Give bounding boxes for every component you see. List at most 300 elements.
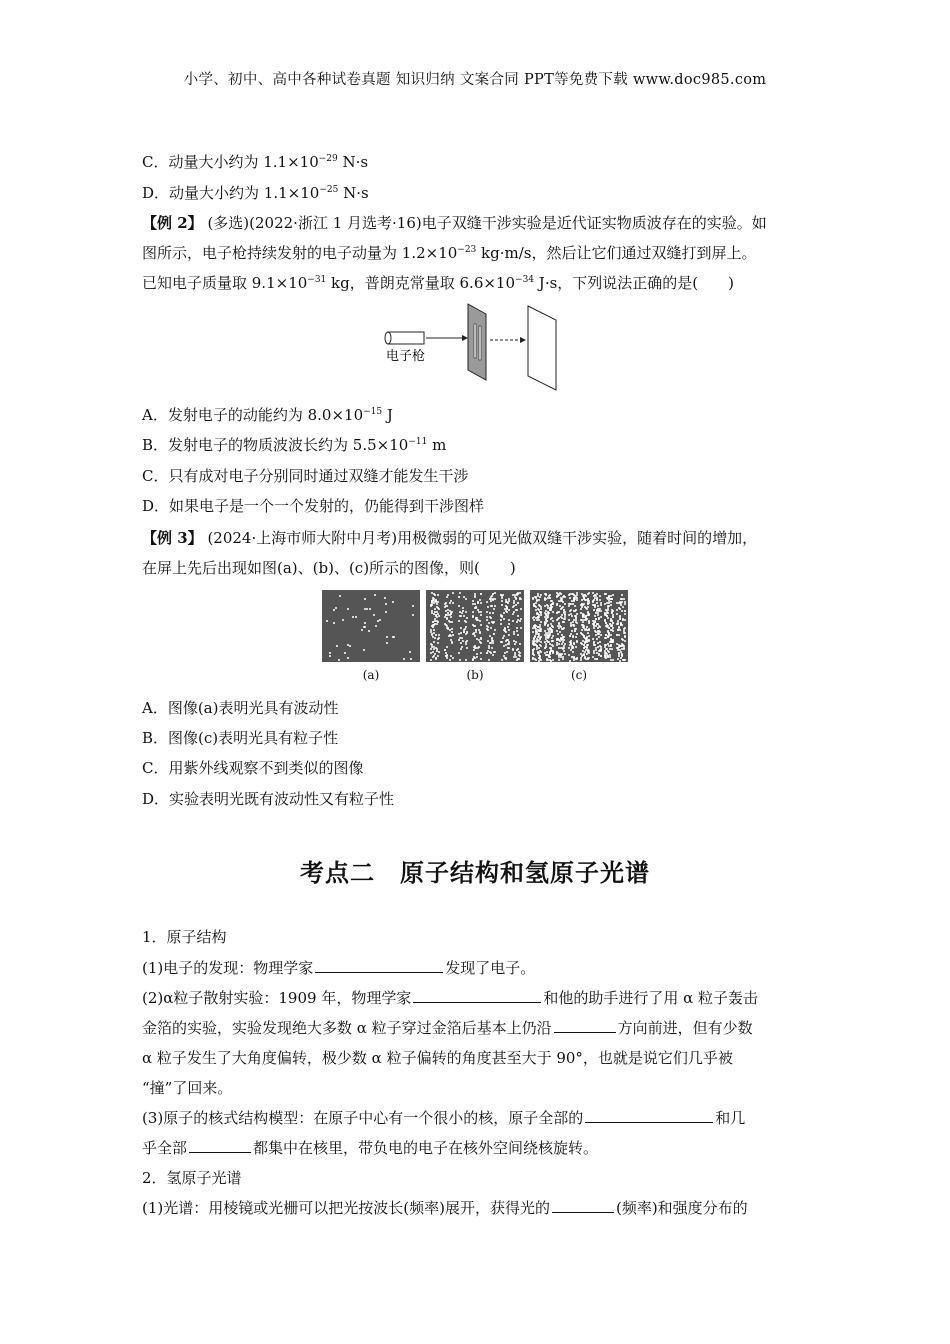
- photon-dot: [475, 631, 477, 633]
- photon-dot: [624, 632, 626, 634]
- photon-dot: [600, 616, 602, 618]
- photon-dot: [504, 627, 506, 629]
- photon-dot: [624, 619, 626, 621]
- photon-dot: [593, 644, 595, 646]
- photon-dot: [538, 599, 540, 601]
- ex2-option-c: C．只有成对电子分别同时通过双缝才能发生干涉: [142, 467, 469, 485]
- photon-dot: [512, 649, 514, 651]
- photon-dot: [547, 614, 549, 616]
- ex3-stem-line1: 【例 3】 (2024·上海市师大附中月考)用极微弱的可见光做双缝干涉实验，随着时间的增加，: [142, 529, 758, 547]
- photon-dot: [344, 652, 346, 654]
- photon-dot: [612, 616, 614, 618]
- page-header: 小学、初中、高中各种试卷真题 知识归纳 文案合同 PPT等免费下载 www.doc985.com: [183, 72, 767, 88]
- interference-panel-a: [322, 590, 420, 662]
- photon-dot: [450, 616, 452, 618]
- photon-dot: [608, 595, 610, 597]
- photon-dot: [515, 604, 517, 606]
- photon-dot: [559, 654, 561, 656]
- ex2-option-d: D．如果电子是一个一个发射的，仍能得到干涉图样: [142, 497, 485, 515]
- photon-dot: [508, 643, 510, 645]
- photon-dot: [451, 628, 453, 630]
- photon-dot: [594, 630, 596, 632]
- photon-dot: [575, 617, 577, 619]
- photon-dot: [436, 648, 438, 650]
- photon-dot: [392, 601, 394, 603]
- photon-dot: [572, 647, 574, 649]
- photon-dot: [539, 655, 541, 657]
- photon-dot: [616, 613, 618, 615]
- photon-dot: [446, 605, 448, 607]
- photon-dot: [479, 631, 481, 633]
- photon-dot: [430, 629, 432, 631]
- photon-dot: [503, 635, 505, 637]
- photon-dot: [604, 652, 606, 654]
- section-p4: 金箔的实验，实验发现绝大多数 α 粒子穿过金箔后基本上仍沿 方向前进，但有少数: [142, 1019, 753, 1037]
- section-p1: 1．原子结构: [142, 928, 227, 946]
- section-p7: (3)原子的核式结构模型：在原子中心有一个很小的核，原子全部的 和几: [142, 1109, 746, 1127]
- photon-dot: [410, 658, 412, 660]
- photon-dot: [622, 606, 624, 608]
- photon-dot: [569, 641, 571, 643]
- electron-gun-diagram: [380, 300, 570, 395]
- photon-dot: [540, 621, 542, 623]
- photon-dot: [540, 641, 542, 643]
- photon-dot: [437, 655, 439, 657]
- answer-blank[interactable]: [554, 1018, 616, 1033]
- photon-dot: [492, 654, 494, 656]
- photon-dot: [434, 618, 436, 620]
- photon-dot: [619, 660, 621, 662]
- photon-dot: [473, 649, 475, 651]
- photon-dot: [339, 595, 341, 597]
- photon-dot: [492, 612, 494, 614]
- photon-dot: [593, 623, 595, 625]
- photon-dot: [570, 649, 572, 651]
- photon-dot: [611, 648, 613, 650]
- photon-dot: [446, 646, 448, 648]
- interference-panel-b: [426, 590, 524, 662]
- photon-dot: [574, 598, 576, 600]
- photon-dot: [557, 633, 559, 635]
- photon-dot: [347, 608, 349, 610]
- photon-dot: [608, 645, 610, 647]
- photon-dot: [516, 630, 518, 632]
- answer-blank[interactable]: [315, 958, 443, 973]
- ex2-option-a: A．发射电子的动能约为 $8.0\times 10^{-15}$ J: [142, 406, 393, 424]
- photon-dot: [466, 632, 468, 634]
- photon-dot: [575, 636, 577, 638]
- photon-dot: [486, 652, 488, 654]
- photon-dot: [501, 604, 503, 606]
- photon-dot: [492, 640, 494, 642]
- photon-dot: [583, 597, 585, 599]
- photon-dot: [465, 659, 467, 661]
- photon-dot: [363, 649, 365, 651]
- section-p6: “撞”了回来。: [142, 1079, 233, 1097]
- photon-dot: [516, 609, 518, 611]
- photon-dot: [572, 603, 574, 605]
- photon-dot: [597, 614, 599, 616]
- photon-dot: [592, 638, 594, 640]
- ex3-tag: 【例 3】: [142, 529, 203, 547]
- photon-dot: [609, 656, 611, 658]
- photon-dot: [451, 621, 453, 623]
- photon-dot: [433, 602, 435, 604]
- photon-dot: [623, 598, 625, 600]
- photon-dot: [564, 653, 566, 655]
- photon-dot: [432, 597, 434, 599]
- photon-dot: [438, 608, 440, 610]
- photon-dot: [559, 631, 561, 633]
- photon-dot: [563, 650, 565, 652]
- photon-dot: [478, 639, 480, 641]
- photon-dot: [480, 652, 482, 654]
- photon-dot: [505, 631, 507, 633]
- photon-dot: [447, 628, 449, 630]
- photon-dot: [535, 602, 537, 604]
- photon-dot: [517, 602, 519, 604]
- photon-dot: [436, 603, 438, 605]
- photon-dot: [432, 656, 434, 658]
- ex3-stem-line2: 在屏上先后出现如图(a)、(b)、(c)所示的图像，则( ): [142, 559, 516, 577]
- photon-dot: [449, 659, 451, 661]
- photon-dot: [434, 637, 436, 639]
- photon-dot: [464, 620, 466, 622]
- photon-dot: [563, 621, 565, 623]
- photon-dot: [550, 647, 552, 649]
- photon-dot: [600, 655, 602, 657]
- photon-dot: [474, 603, 476, 605]
- photon-dot: [619, 629, 621, 631]
- photon-dot: [474, 635, 476, 637]
- photon-dot: [452, 634, 454, 636]
- photon-dot: [552, 611, 554, 613]
- photon-dot: [556, 604, 558, 606]
- photon-dot: [623, 628, 625, 630]
- photon-dot: [568, 619, 570, 621]
- photon-dot: [384, 597, 386, 599]
- photon-dot: [463, 615, 465, 617]
- photon-dot: [596, 602, 598, 604]
- photon-dot: [431, 600, 433, 602]
- panel-label-c: (c): [570, 668, 588, 682]
- photon-dot: [435, 634, 437, 636]
- answer-blank[interactable]: [413, 988, 541, 1003]
- photon-dot: [505, 640, 507, 642]
- photon-dot: [508, 600, 510, 602]
- photon-dot: [552, 652, 554, 654]
- photon-dot: [490, 617, 492, 619]
- photon-dot: [593, 652, 595, 654]
- photon-dot: [451, 642, 453, 644]
- photon-dot: [598, 636, 600, 638]
- photon-dot: [558, 611, 560, 613]
- photon-dot: [466, 647, 468, 649]
- photon-dot: [409, 651, 411, 653]
- photon-dot: [605, 637, 607, 639]
- photon-dot: [430, 648, 432, 650]
- photon-dot: [493, 651, 495, 653]
- photon-dot: [519, 643, 521, 645]
- photon-dot: [492, 642, 494, 644]
- photon-dot: [486, 616, 488, 618]
- answer-blank[interactable]: [585, 1108, 713, 1123]
- photon-dot: [508, 634, 510, 636]
- photon-dot: [488, 647, 490, 649]
- photon-dot: [385, 603, 387, 605]
- photon-dot: [610, 634, 612, 636]
- section-p10: (1)光谱：用棱镜或光栅可以把光按波长(频率)展开，获得光的 (频率)和强度分布的: [142, 1199, 748, 1217]
- photon-dot: [433, 629, 435, 631]
- photon-dot: [492, 622, 494, 624]
- interference-panel-c: [530, 590, 628, 662]
- photon-dot: [508, 609, 510, 611]
- photon-dot: [596, 658, 598, 660]
- photon-dot: [575, 646, 577, 648]
- photon-dot: [520, 627, 522, 629]
- photon-dot: [392, 636, 394, 638]
- ex3-option-a: A．图像(a)表明光具有波动性: [142, 699, 339, 717]
- photon-dot: [557, 618, 559, 620]
- photon-dot: [452, 602, 454, 604]
- photon-dot: [549, 656, 551, 658]
- photon-dot: [533, 637, 535, 639]
- photon-dot: [444, 649, 446, 651]
- photon-dot: [480, 624, 482, 626]
- photon-dot: [562, 658, 564, 660]
- photon-dot: [460, 615, 462, 617]
- photon-dot: [500, 623, 502, 625]
- photon-dot: [512, 620, 514, 622]
- photon-dot: [556, 642, 558, 644]
- photon-dot: [552, 640, 554, 642]
- photon-dot: [437, 642, 439, 644]
- photon-dot: [386, 642, 388, 644]
- photon-dot: [558, 600, 560, 602]
- photon-dot: [573, 600, 575, 602]
- photon-dot: [501, 597, 503, 599]
- electron-gun-label: 电子枪: [386, 349, 426, 364]
- photon-dot: [576, 633, 578, 635]
- photon-dot: [624, 610, 626, 612]
- photon-dot: [597, 612, 599, 614]
- answer-blank[interactable]: [189, 1138, 251, 1153]
- photon-dot: [571, 630, 573, 632]
- photon-dot: [329, 652, 331, 654]
- photon-dot: [607, 597, 609, 599]
- photon-dot: [539, 624, 541, 626]
- photon-dot: [532, 617, 534, 619]
- photon-dot: [494, 629, 496, 631]
- photon-dot: [587, 614, 589, 616]
- photon-dot: [604, 603, 606, 605]
- ex3-option-c: C．用紫外线观察不到类似的图像: [142, 759, 364, 777]
- photon-dot: [465, 626, 467, 628]
- photon-dot: [582, 621, 584, 623]
- photon-dot: [582, 616, 584, 618]
- photon-dot: [500, 641, 502, 643]
- photon-dot: [445, 614, 447, 616]
- photon-dot: [574, 615, 576, 617]
- photon-dot: [588, 600, 590, 602]
- photon-dot: [349, 645, 351, 647]
- panel-label-a: (a): [362, 668, 380, 682]
- photon-dot: [582, 654, 584, 656]
- photon-dot: [518, 658, 520, 660]
- photon-dot: [512, 613, 514, 615]
- photon-dot: [612, 659, 614, 661]
- photon-dot: [560, 647, 562, 649]
- photon-dot: [474, 625, 476, 627]
- photon-dot: [508, 647, 510, 649]
- section-p9: 2．氢原子光谱: [142, 1169, 242, 1187]
- photon-dot: [616, 609, 618, 611]
- photon-dot: [508, 598, 510, 600]
- ex1-option-c: C．动量大小约为 $1.1\times 10^{-29}$ N·s: [142, 153, 369, 171]
- section-p2: (1)电子的发现：物理学家 发现了电子。: [142, 959, 536, 977]
- photon-dot: [596, 652, 598, 654]
- photon-dot: [465, 633, 467, 635]
- photon-dot: [487, 606, 489, 608]
- photon-dot: [480, 658, 482, 660]
- photon-dot: [519, 598, 521, 600]
- photon-dot: [516, 627, 518, 629]
- photon-dot: [459, 611, 461, 613]
- photon-dot: [546, 620, 548, 622]
- photon-dot: [594, 615, 596, 617]
- photon-dot: [347, 657, 349, 659]
- photon-dot: [600, 650, 602, 652]
- photon-dot: [501, 600, 503, 602]
- photon-dot: [445, 610, 447, 612]
- photon-dot: [584, 641, 586, 643]
- photon-dot: [466, 640, 468, 642]
- photon-dot: [465, 643, 467, 645]
- photon-dot: [621, 648, 623, 650]
- photon-dot: [503, 618, 505, 620]
- photon-dot: [583, 644, 585, 646]
- photon-dot: [545, 622, 547, 624]
- photon-dot: [486, 619, 488, 621]
- photon-dot: [562, 656, 564, 658]
- photon-dot: [570, 625, 572, 627]
- photon-dot: [434, 653, 436, 655]
- photon-dot: [472, 603, 474, 605]
- photon-dot: [477, 609, 479, 611]
- photon-dot: [515, 597, 517, 599]
- photon-dot: [493, 633, 495, 635]
- photon-dot: [624, 635, 626, 637]
- photon-dot: [534, 643, 536, 645]
- photon-dot: [364, 598, 366, 600]
- photon-dot: [452, 657, 454, 659]
- photon-dot: [477, 601, 479, 603]
- photon-dot: [374, 594, 376, 596]
- photon-dot: [624, 640, 626, 642]
- photon-dot: [517, 615, 519, 617]
- photon-dot: [461, 637, 463, 639]
- photon-dot: [507, 626, 509, 628]
- photon-dot: [583, 594, 585, 596]
- photon-dot: [536, 640, 538, 642]
- photon-dot: [532, 658, 534, 660]
- photon-dot: [547, 641, 549, 643]
- photon-dot: [458, 620, 460, 622]
- photon-dot: [476, 619, 478, 621]
- photon-dot: [368, 630, 370, 632]
- photon-dot: [539, 638, 541, 640]
- photon-dot: [580, 659, 582, 661]
- photon-dot: [537, 616, 539, 618]
- photon-dot: [500, 619, 502, 621]
- answer-blank[interactable]: [552, 1198, 614, 1213]
- photon-dot: [369, 608, 371, 610]
- photon-dot: [479, 599, 481, 601]
- photon-dot: [431, 633, 433, 635]
- photon-dot: [516, 621, 518, 623]
- photon-dot: [540, 606, 542, 608]
- photon-dot: [490, 642, 492, 644]
- photon-dot: [491, 638, 493, 640]
- photon-dot: [512, 606, 514, 608]
- photon-dot: [612, 594, 614, 596]
- photon-dot: [466, 617, 468, 619]
- panel-label-b: (b): [466, 668, 484, 682]
- photon-dot: [515, 656, 517, 658]
- photon-dot: [551, 644, 553, 646]
- photon-dot: [587, 593, 589, 595]
- photon-dot: [576, 613, 578, 615]
- photon-dot: [338, 659, 340, 661]
- photon-dot: [366, 608, 368, 610]
- photon-dot: [599, 595, 601, 597]
- photon-dot: [486, 601, 488, 603]
- photon-dot: [480, 593, 482, 595]
- photon-dot: [412, 605, 414, 607]
- photon-dot: [624, 659, 626, 661]
- photon-dot: [486, 611, 488, 613]
- photon-dot: [572, 651, 574, 653]
- photon-dot: [559, 640, 561, 642]
- photon-dot: [581, 619, 583, 621]
- photon-dot: [619, 618, 621, 620]
- photon-dot: [592, 601, 594, 603]
- photon-dot: [561, 607, 563, 609]
- photon-dot: [544, 624, 546, 626]
- photon-dot: [612, 627, 614, 629]
- ex3-option-d: D．实验表明光既有波动性又有粒子性: [142, 790, 395, 808]
- photon-dot: [549, 651, 551, 653]
- photon-dot: [363, 626, 365, 628]
- photon-dot: [517, 634, 519, 636]
- photon-dot: [449, 602, 451, 604]
- photon-dot: [624, 603, 626, 605]
- photon-dot: [576, 599, 578, 601]
- photon-dot: [557, 638, 559, 640]
- photon-dot: [569, 603, 571, 605]
- photon-dot: [568, 654, 570, 656]
- photon-dot: [574, 630, 576, 632]
- photon-dot: [549, 628, 551, 630]
- photon-dot: [506, 651, 508, 653]
- photon-dot: [459, 659, 461, 661]
- photon-dot: [336, 645, 338, 647]
- photon-dot: [460, 648, 462, 650]
- photon-dot: [458, 639, 460, 641]
- photon-dot: [465, 598, 467, 600]
- photon-dot: [494, 605, 496, 607]
- photon-dot: [570, 609, 572, 611]
